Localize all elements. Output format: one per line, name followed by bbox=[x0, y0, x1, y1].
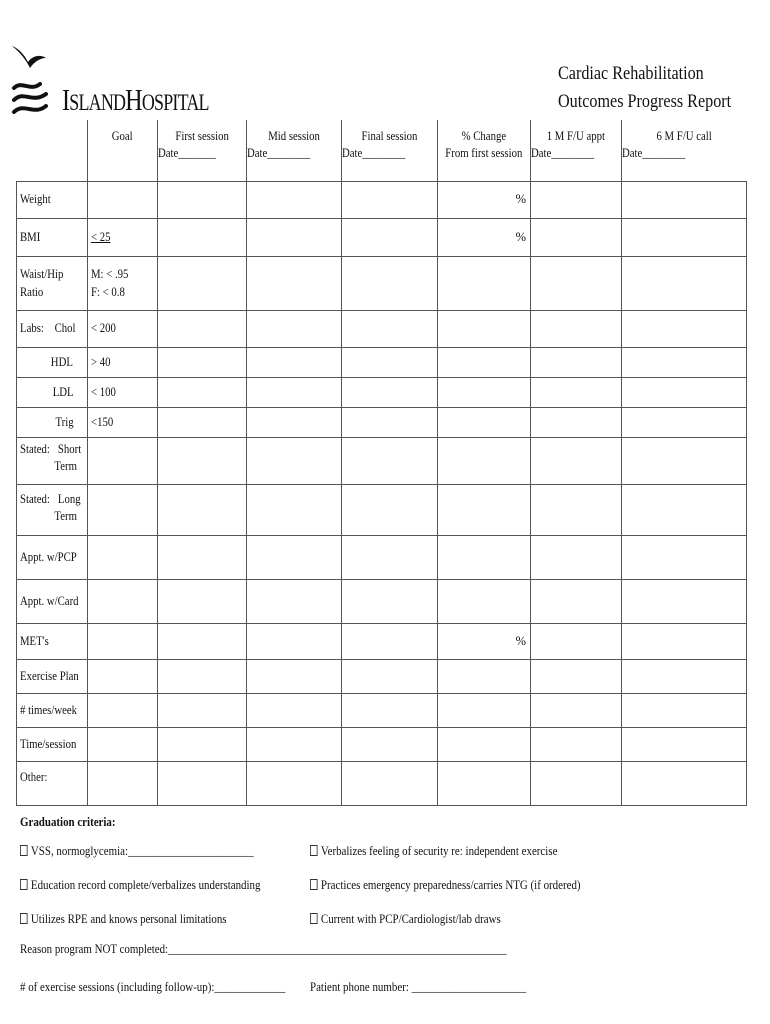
bird-icon bbox=[12, 46, 46, 68]
input-cell[interactable] bbox=[88, 727, 158, 761]
input-cell[interactable] bbox=[438, 256, 531, 310]
goal-bmi: < 25 bbox=[91, 229, 111, 244]
row-exercise-plan bbox=[17, 659, 747, 693]
label-labs-chol: Labs: Chol bbox=[20, 321, 76, 335]
input-cell[interactable] bbox=[342, 437, 438, 484]
input-cell[interactable] bbox=[247, 181, 342, 218]
col-mid-session: Mid session Date________ bbox=[247, 120, 342, 181]
goal-ldl: < 100 bbox=[91, 384, 116, 399]
col-1m-followup: 1 M F/U appt Date________ bbox=[531, 120, 622, 181]
percent-sign: % bbox=[515, 229, 526, 244]
input-cell[interactable] bbox=[158, 623, 247, 659]
input-cell[interactable] bbox=[342, 535, 438, 579]
input-cell[interactable] bbox=[342, 484, 438, 535]
input-cell[interactable] bbox=[247, 407, 342, 437]
input-cell[interactable] bbox=[531, 407, 622, 437]
label-mets: MET's bbox=[20, 633, 49, 648]
input-cell[interactable] bbox=[438, 659, 531, 693]
input-cell[interactable] bbox=[342, 256, 438, 310]
row-weight bbox=[17, 181, 747, 218]
input-cell[interactable] bbox=[247, 727, 342, 761]
row-times-week bbox=[17, 693, 747, 727]
input-cell[interactable] bbox=[158, 437, 247, 484]
row-hdl bbox=[17, 347, 747, 377]
label-bmi: BMI bbox=[20, 229, 41, 244]
input-cell[interactable] bbox=[247, 693, 342, 727]
row-trig bbox=[17, 407, 747, 437]
checkbox-icon[interactable] bbox=[310, 879, 318, 890]
input-cell[interactable] bbox=[158, 407, 247, 437]
input-cell[interactable] bbox=[622, 693, 747, 727]
input-cell[interactable] bbox=[158, 181, 247, 218]
input-cell[interactable] bbox=[622, 659, 747, 693]
percent-sign: % bbox=[515, 192, 526, 206]
input-cell[interactable] bbox=[531, 484, 622, 535]
input-cell[interactable] bbox=[158, 347, 247, 377]
input-cell[interactable] bbox=[622, 437, 747, 484]
input-cell[interactable] bbox=[247, 659, 342, 693]
input-cell[interactable] bbox=[438, 727, 531, 761]
input-cell[interactable] bbox=[438, 623, 531, 659]
input-cell[interactable] bbox=[247, 623, 342, 659]
input-cell[interactable] bbox=[622, 181, 747, 218]
goal-trig: <150 bbox=[91, 414, 114, 429]
input-cell[interactable] bbox=[438, 181, 531, 218]
patient-phone-field[interactable]: Patient phone number: _____________________ bbox=[310, 979, 527, 994]
input-cell[interactable] bbox=[158, 535, 247, 579]
label-time-session: Time/session bbox=[20, 736, 77, 751]
col-percent-change: % Change From first session bbox=[438, 120, 531, 181]
checkbox-icon[interactable] bbox=[20, 913, 28, 924]
row-waist-hip: Waist/Hip Ratio M: < .95 F: < 0.8 bbox=[17, 256, 747, 310]
input-cell[interactable] bbox=[247, 761, 342, 805]
graduation-title: Graduation criteria: bbox=[20, 814, 116, 829]
input-cell[interactable] bbox=[531, 727, 622, 761]
report-title bbox=[558, 60, 731, 116]
input-cell[interactable] bbox=[342, 218, 438, 256]
row-mets bbox=[17, 623, 747, 659]
label-appt-card: Appt. w/Card bbox=[20, 593, 79, 608]
input-cell[interactable] bbox=[531, 310, 622, 347]
corner-cell bbox=[17, 120, 88, 181]
input-cell[interactable] bbox=[88, 484, 158, 535]
input-cell[interactable] bbox=[531, 535, 622, 579]
input-cell[interactable] bbox=[158, 659, 247, 693]
input-cell[interactable] bbox=[438, 377, 531, 407]
label-times-week: # times/week bbox=[20, 702, 78, 717]
input-cell[interactable] bbox=[88, 181, 158, 218]
label-other: Other: bbox=[20, 769, 48, 784]
criterion-security[interactable]: Verbalizes feeling of security re: independent exercise bbox=[310, 843, 557, 859]
input-cell[interactable] bbox=[531, 347, 622, 377]
input-cell[interactable] bbox=[438, 347, 531, 377]
input-cell[interactable] bbox=[342, 659, 438, 693]
label-appt-pcp: Appt. w/PCP bbox=[20, 549, 77, 564]
header-row bbox=[17, 120, 747, 181]
row-bmi bbox=[17, 218, 747, 256]
input-cell[interactable] bbox=[342, 407, 438, 437]
col-goal: Goal bbox=[88, 120, 158, 181]
goal-hdl: > 40 bbox=[91, 354, 111, 369]
input-cell[interactable] bbox=[438, 218, 531, 256]
input-cell[interactable] bbox=[531, 256, 622, 310]
label-ldl: LDL bbox=[52, 384, 74, 399]
input-cell[interactable] bbox=[622, 761, 747, 805]
percent-sign: % bbox=[515, 633, 526, 648]
input-cell[interactable] bbox=[158, 310, 247, 347]
input-cell[interactable] bbox=[158, 256, 247, 310]
input-cell[interactable] bbox=[247, 579, 342, 623]
logo-wordmark: ISLANDHOSPITAL bbox=[62, 82, 209, 117]
input-cell[interactable] bbox=[88, 761, 158, 805]
label-hdl: HDL bbox=[51, 354, 74, 369]
input-cell[interactable] bbox=[531, 579, 622, 623]
input-cell[interactable] bbox=[247, 310, 342, 347]
row-time-session bbox=[17, 727, 747, 761]
input-cell[interactable] bbox=[342, 623, 438, 659]
input-cell[interactable] bbox=[342, 579, 438, 623]
input-cell[interactable] bbox=[531, 181, 622, 218]
input-cell[interactable] bbox=[438, 579, 531, 623]
row-stated-long: Stated: Long Term bbox=[17, 484, 747, 535]
input-cell[interactable] bbox=[622, 623, 747, 659]
label-weight: Weight bbox=[20, 192, 51, 206]
input-cell[interactable] bbox=[158, 761, 247, 805]
input-cell[interactable] bbox=[247, 535, 342, 579]
checkbox-icon[interactable] bbox=[20, 879, 28, 890]
input-cell[interactable] bbox=[531, 693, 622, 727]
row-appt-pcp bbox=[17, 535, 747, 579]
input-cell[interactable] bbox=[158, 218, 247, 256]
input-cell[interactable] bbox=[247, 437, 342, 484]
checkbox-icon[interactable] bbox=[20, 845, 28, 856]
label-stated-short: Stated: Short bbox=[20, 441, 82, 456]
input-cell[interactable] bbox=[438, 693, 531, 727]
input-cell[interactable] bbox=[622, 535, 747, 579]
input-cell[interactable] bbox=[531, 623, 622, 659]
input-cell[interactable] bbox=[622, 377, 747, 407]
row-other bbox=[17, 761, 747, 805]
input-cell[interactable] bbox=[342, 761, 438, 805]
input-cell[interactable] bbox=[247, 377, 342, 407]
input-cell[interactable] bbox=[531, 218, 622, 256]
input-cell[interactable] bbox=[622, 484, 747, 535]
input-cell[interactable] bbox=[88, 579, 158, 623]
input-cell[interactable] bbox=[158, 377, 247, 407]
criterion-emergency[interactable]: Practices emergency preparedness/carries NTG (if ordered) bbox=[310, 877, 581, 893]
input-cell[interactable] bbox=[622, 310, 747, 347]
input-cell[interactable] bbox=[438, 437, 531, 484]
input-cell[interactable] bbox=[88, 659, 158, 693]
input-cell[interactable] bbox=[438, 310, 531, 347]
input-cell[interactable] bbox=[438, 407, 531, 437]
input-cell[interactable] bbox=[622, 727, 747, 761]
checkbox-icon[interactable] bbox=[310, 913, 318, 924]
input-cell[interactable] bbox=[531, 377, 622, 407]
input-cell[interactable] bbox=[342, 727, 438, 761]
row-chol bbox=[17, 310, 747, 347]
col-final-session: Final session Date________ bbox=[342, 120, 438, 181]
goal-chol: < 200 bbox=[91, 321, 116, 335]
label-stated-long: Stated: Long bbox=[20, 491, 81, 506]
input-cell[interactable] bbox=[622, 407, 747, 437]
input-cell[interactable] bbox=[531, 761, 622, 805]
criterion-vss[interactable]: VSS, normoglycemia:_______________________ bbox=[20, 843, 254, 859]
input-cell[interactable] bbox=[438, 484, 531, 535]
input-cell[interactable] bbox=[622, 256, 747, 310]
input-cell[interactable] bbox=[342, 310, 438, 347]
input-cell[interactable] bbox=[622, 347, 747, 377]
input-cell[interactable] bbox=[622, 218, 747, 256]
input-cell[interactable] bbox=[438, 761, 531, 805]
exercise-sessions-field[interactable]: # of exercise sessions (including follow-up):_____________ bbox=[20, 979, 286, 994]
label-trig: Trig bbox=[55, 414, 74, 429]
input-cell[interactable] bbox=[247, 218, 342, 256]
input-cell[interactable] bbox=[342, 347, 438, 377]
waves-icon bbox=[14, 84, 46, 112]
reason-not-completed[interactable]: Reason program NOT completed:______________________________________________________________ bbox=[20, 941, 507, 956]
input-cell[interactable] bbox=[88, 535, 158, 579]
input-cell[interactable] bbox=[88, 623, 158, 659]
row-stated-short: Stated: Short Term bbox=[17, 437, 747, 484]
input-cell[interactable] bbox=[622, 579, 747, 623]
input-cell[interactable] bbox=[531, 437, 622, 484]
row-ldl bbox=[17, 377, 747, 407]
input-cell[interactable] bbox=[158, 693, 247, 727]
input-cell[interactable] bbox=[342, 181, 438, 218]
report-title-line1: Cardiac Rehabilitation bbox=[558, 63, 704, 84]
checkbox-icon[interactable] bbox=[310, 845, 318, 856]
input-cell[interactable] bbox=[438, 535, 531, 579]
input-cell[interactable] bbox=[88, 437, 158, 484]
input-cell[interactable] bbox=[158, 727, 247, 761]
input-cell[interactable] bbox=[531, 659, 622, 693]
input-cell[interactable] bbox=[247, 256, 342, 310]
input-cell[interactable] bbox=[158, 579, 247, 623]
col-6m-followup: 6 M F/U call Date________ bbox=[622, 120, 747, 181]
input-cell[interactable] bbox=[342, 693, 438, 727]
row-appt-card bbox=[17, 579, 747, 623]
input-cell[interactable] bbox=[158, 484, 247, 535]
outcomes-table bbox=[16, 120, 747, 806]
input-cell[interactable] bbox=[247, 484, 342, 535]
input-cell[interactable] bbox=[342, 377, 438, 407]
col-first-session: First session Date_______ bbox=[158, 120, 247, 181]
label-waist-hip: Waist/Hip bbox=[20, 267, 64, 281]
criterion-rpe[interactable]: Utilizes RPE and knows personal limitations bbox=[20, 911, 227, 927]
report-title-line2: Outcomes Progress Report bbox=[558, 91, 732, 112]
label-exercise-plan: Exercise Plan bbox=[20, 668, 79, 683]
input-cell[interactable] bbox=[88, 693, 158, 727]
input-cell[interactable] bbox=[247, 347, 342, 377]
criterion-current[interactable]: Current with PCP/Cardiologist/lab draws bbox=[310, 911, 501, 927]
criterion-education[interactable]: Education record complete/verbalizes understanding bbox=[20, 877, 260, 893]
goal-waist-hip: M: < .95 bbox=[91, 267, 129, 281]
